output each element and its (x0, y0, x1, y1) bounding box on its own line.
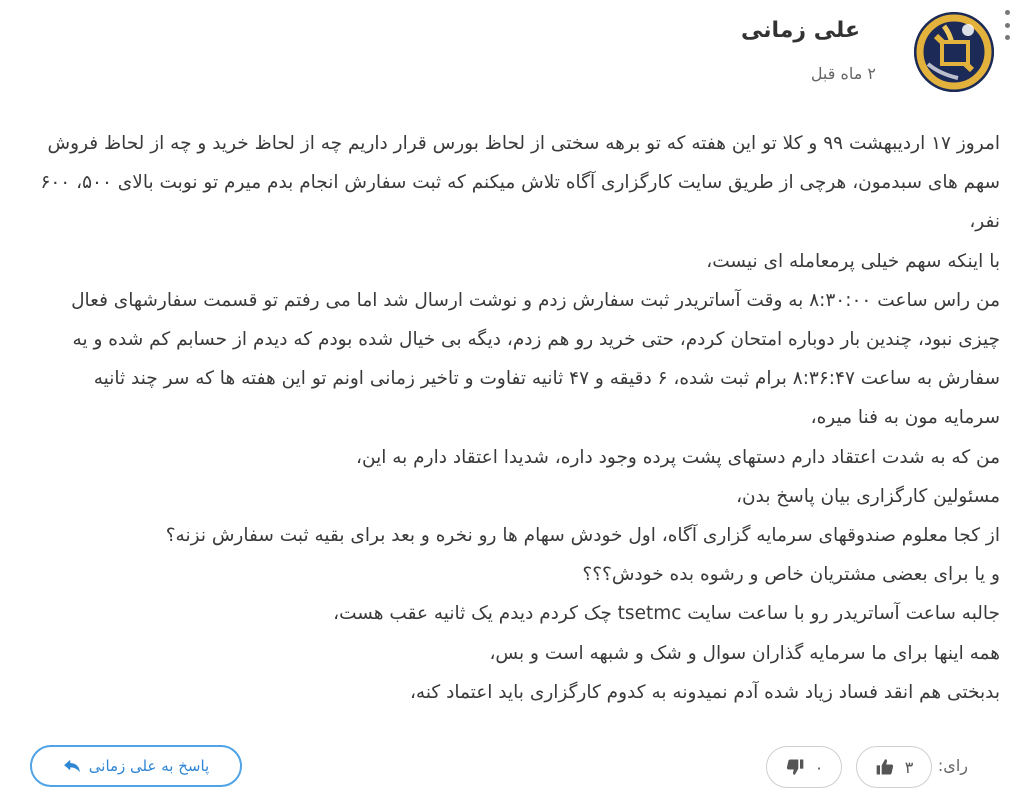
post-time: ۲ ماه قبل (810, 64, 876, 83)
reply-arrow-icon (63, 759, 81, 773)
reply-button[interactable] (30, 745, 242, 787)
thumbs-down-icon (785, 757, 805, 777)
comment-paragraph: از کجا معلوم صندوقهای سرمایه گزاری آگاه، اول خودش سهام ها رو نخره و بعد برای بقیه ثبت سفارش نزنه؟ (165, 525, 1000, 547)
reply-label: پاسخ به علی زمانی (88, 757, 210, 775)
author-name[interactable]: علی زمانی (741, 18, 860, 43)
comment-paragraph: من که به شدت اعتقاد دارم دستهای پشت پرده وجود داره، شدیدا اعتقاد دارم به این، (356, 446, 1000, 468)
downvote-count: ۰ (814, 757, 824, 777)
comment-paragraph: من راس ساعت ۸:۳۰:۰۰ به وقت آساتریدر ثبت سفارش زدم و نوشت ارسال شد اما می رفتم تو قسمت سفارشهای فعال چیزی نبود، چندین بار دوباره امتحان کردم، حتی خرید رو هم زدم، دیگه بی خیال شده بودم که دیدم از حسابم کم شده و یه سفارش به ساعت ۸:۳۶:۴۷ برام ثبت شده، ۶ دقیقه و ۴۷ ثانیه تفاوت و تاخیر زمانی اونم تو این هفته ها که سر چند ثانیه سرمایه مون به فنا میره، (71, 289, 1000, 429)
comment-paragraph: امروز ۱۷ اردیبهشت ۹۹ و کلا تو این هفته که تو برهه سختی از لحاظ بورس قرار داریم چه از لحاظ خرید و چه از لحاظ فروش سهم های سبدمون، هرچی از طریق سایت کارگزاری آگاه تلاش میکنم که ثبت سفارش انجام بدم میرم تو نوبت بالای ۵۰۰، ۶۰۰ نفر، (40, 133, 1000, 233)
comment-paragraph: و یا برای بعضی مشتریان خاص و رشوه بده خودش؟؟؟ (582, 564, 1000, 586)
upvote-count: ۳ (904, 757, 914, 777)
more-options-icon[interactable] (1002, 10, 1012, 40)
comment-paragraph: همه اینها برای ما سرمایه گذاران سوال و شک و شبهه است و بس، (489, 642, 1000, 664)
comment-paragraph: مسئولین کارگزاری بیان پاسخ بدن، (736, 485, 1000, 507)
avatar-logo-icon (914, 12, 994, 92)
vote-label: رای: (937, 756, 968, 775)
downvote-button[interactable] (766, 746, 842, 788)
thumbs-up-icon (875, 757, 895, 777)
comment-paragraph: بدبختی هم انقد فساد زیاد شده آدم نمیدونه به کدوم کارگزاری باید اعتماد کنه، (409, 681, 1000, 703)
comment-paragraph: جالبه ساعت آساتریدر رو با ساعت سایت tsetmc چک کردم دیدم یک ثانیه عقب هست، (333, 603, 1000, 625)
upvote-button[interactable] (856, 746, 932, 788)
avatar[interactable] (914, 12, 994, 92)
comment-body (40, 124, 1000, 712)
comment-paragraph: با اینکه سهم خیلی پرمعامله ای نیست، (706, 250, 1000, 272)
